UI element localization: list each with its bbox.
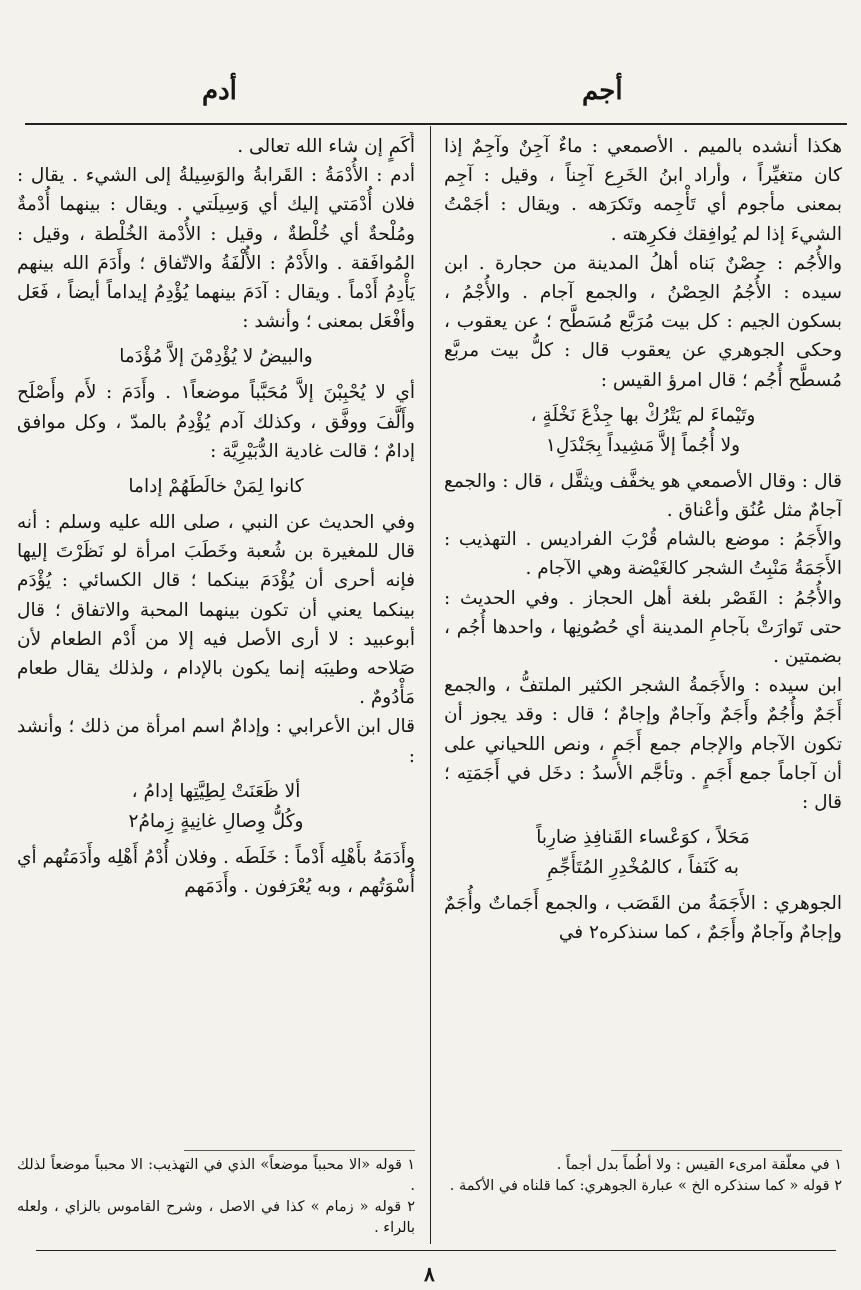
left-column-body [17, 132, 415, 1146]
left-column [17, 132, 415, 1239]
poem-line: كانوا لِمَنْ خالَطَهُمْ إداما [128, 476, 304, 498]
right-column-body [444, 132, 842, 1146]
footnotes [444, 1155, 842, 1197]
paragraph: أدم : الأُدْمَةُ : القَرابةُ والوَسِيلةُ إلى الشيء . يقال : فلان أُدْمَتي إليك أي وَسِيلَتي . ويقال : بينهما أُدْمةٌ ومُلْحةٌ أي خُلْطةٌ ، وقيل : الأُدْمة الخُلْطة ، وقيل : المُوافَقة . والأَدْمُ : الأُلْفَةُ والاتّفاق ؛ وأَدَمَ الله بينهم يَأْدِمُ أَدْماً . ويقال : آدَمَ بينهما يُؤْدِمُ إيداماً أيضاً ، فَعَل وأفْعَل بمعنى ؛ وأنشد : [17, 165, 415, 333]
poem-line: والبيضُ لا يُؤْدِمْنَ إلاَّ مُؤْدَما [119, 346, 313, 368]
paragraph: هكذا أنشده بالميم . الأصمعي : ماءٌ آجِنٌ وآجِمٌ إذا كان متغيِّراً ، وأراد ابنُ الخَرِع آجِناً ، وقيل : آجِم بمعنى مأجوم أي تَأْجِمه وتَكرَهه . ويقال : أجَمْتُ الشيءَ إذا لم يُوافِقك فكرِهته . [444, 136, 842, 245]
column-divider [430, 126, 431, 1244]
paragraph: والأُجُمُ : القَصْر بلغة أهل الحجاز . وفي الحديث : حتى تَوارَتْ بآجامِ المدينة أي حُصُونِها ، واحدها أُجُم ، بضمتين . [444, 587, 842, 668]
paragraph: أَكَمٍ إن شاء الله تعالى . [237, 136, 415, 157]
footer-rule [36, 1250, 836, 1251]
header-rule [25, 123, 847, 125]
poem-verse [17, 472, 415, 502]
footnote: ١ قوله «الا محبباً موضعاً» الذي في التهذيب: الا محبباً موضعاً لذلك . [17, 1157, 415, 1194]
running-headword-right: أجم [582, 76, 623, 106]
paragraph: والأَجَمُ : موضع بالشام قُرْبَ الفراديس . التهذيب : الأَجَمَةُ مَنْبِتُ الشجر كالغَيْضة وهي الآجام . [444, 529, 842, 580]
poem-line: وتَيْماءَ لم يَتْرُكْ بها جِذْعَ نَخْلَةٍ ، [530, 404, 756, 426]
footnote: ١ في معلّقة امرىء القيس : ولا أطُماً بدل أجماً . [556, 1157, 842, 1173]
poem-verse [17, 777, 415, 837]
footnote: ٢ قوله « كما سنذكره الخ » عبارة الجوهري: كما قلناه في الأكمة . [449, 1178, 842, 1194]
poem-line: ولا أُجُماً إلاَّ مَشِيداً بِجَنْدَلِ١ [545, 434, 741, 456]
paragraph: وأَدَمَهُ بأَهْلِه أَدْماً : خَلَطَه . وفلان أُدْمُ أَهْلِه وأَدَمَتُهم أي أُسْوَتُهم ، وبه يُعْرَفون . وأَدَمَهم [17, 846, 415, 898]
paragraph: قال : وقال الأصمعي هو يخفَّف ويثقَّل ، قال : والجمع آجامٌ مثل عُنُق وأعْناق . [444, 470, 842, 522]
poem-verse [444, 823, 842, 883]
poem-line: به كَنَفاً ، كالمُخْدِرِ المُتَأَجِّمِ [547, 857, 739, 879]
footnote: ٢ قوله « زمام » كذا في الاصل ، وشرح القاموس بالزاي ، ولعله بالراء . [17, 1199, 415, 1236]
paragraph: ابن سيده : والأَجَمةُ الشجر الكثير الملتفُّ ، والجمع أَجَمٌ وأُجُمٌ وأَجَمٌ وآجامٌ وإجامٌ ؛ قال : وقد يجوز أن تكون الآجام والإجام جمع أَجَمٍ ، ونص اللحياني على أن آجاماً جمع أَجَمٍ . وتأجَّم الأسدُ : دخَل في أَجَمَتِه ؛ قال : [444, 675, 842, 814]
footnotes [17, 1155, 415, 1239]
poem-line: مَحَلاً ، كوَعْساء القَنافِذِ ضارِباً [536, 827, 750, 849]
paragraph: أي لا يُحْبِبْنَ إلاَّ مُحَبَّباً موضعاً١ . وأَدَمَ : لأَم وأَصْلَح وأَلَّفَ ووفَّق ، وكذلك آدم يُؤْدِمُ بالمدّ ، وكل موافق إدامٌ ؛ قالت غادية الدُّبَيْرِيَّة : [17, 382, 415, 462]
paragraph: وفي الحديث عن النبي ، صلى الله عليه وسلم : أنه قال للمغيرة بن شُعبة وخَطَبَ امرأة لو نَظَرْتَ إليها فإنه أحرى أن يُؤْدَمَ بينكما ؛ قال الكسائي : يُؤْدَم بينكما يعني أن تكون بينهما المحبة والاتفاق ؛ قال أبوعبيد : لا أرى الأصل فيه إلا من أَدْم الطعام لأن صَلاحه وطيبَه إنما يكون بالإدام ، ولذلك يقال طعام مَأْدُومٌ . [17, 512, 415, 709]
poem-line: وكُلُّ وِصالِ غانِيةٍ زِمامُ٢ [128, 810, 304, 832]
poem-verse [444, 401, 842, 461]
poem-line: ألا ظَعَنَتْ لِطِيَّتِها إدامُ ، [131, 780, 301, 802]
right-column [444, 132, 842, 1197]
page-number: ٨ [424, 1262, 435, 1286]
paragraph: قال ابن الأعرابي : وإدامٌ اسم امرأة من ذلك ؛ وأنشد : [17, 716, 415, 767]
footnote-separator [611, 1150, 842, 1151]
poem-verse [17, 342, 415, 372]
running-headword-left: أدم [202, 76, 237, 106]
paragraph: الجوهري : الأَجَمَةُ من القَصَب ، والجمع أَجَماتٌ وأُجَمٌ وإجامٌ وآجامٌ وأَجَمٌ ، كما سنذكره٢ في [444, 893, 842, 944]
paragraph: والأُجُم : حِصْنٌ بَناه أهلُ المدينة من حجارة . ابن سيده : الأُجُمُ الحِصْنُ ، والجمع آجام . والأُجْمُ ، بسكون الجيم : كل بيت مُرَبَّع مُسَطَّح ؛ عن يعقوب ، وحكى الجوهري عن يعقوب قال : كلُّ بيت مربَّع مُسطَّح أُجُم ؛ قال امرؤ القيس : [444, 252, 842, 391]
footnote-separator [184, 1150, 415, 1151]
